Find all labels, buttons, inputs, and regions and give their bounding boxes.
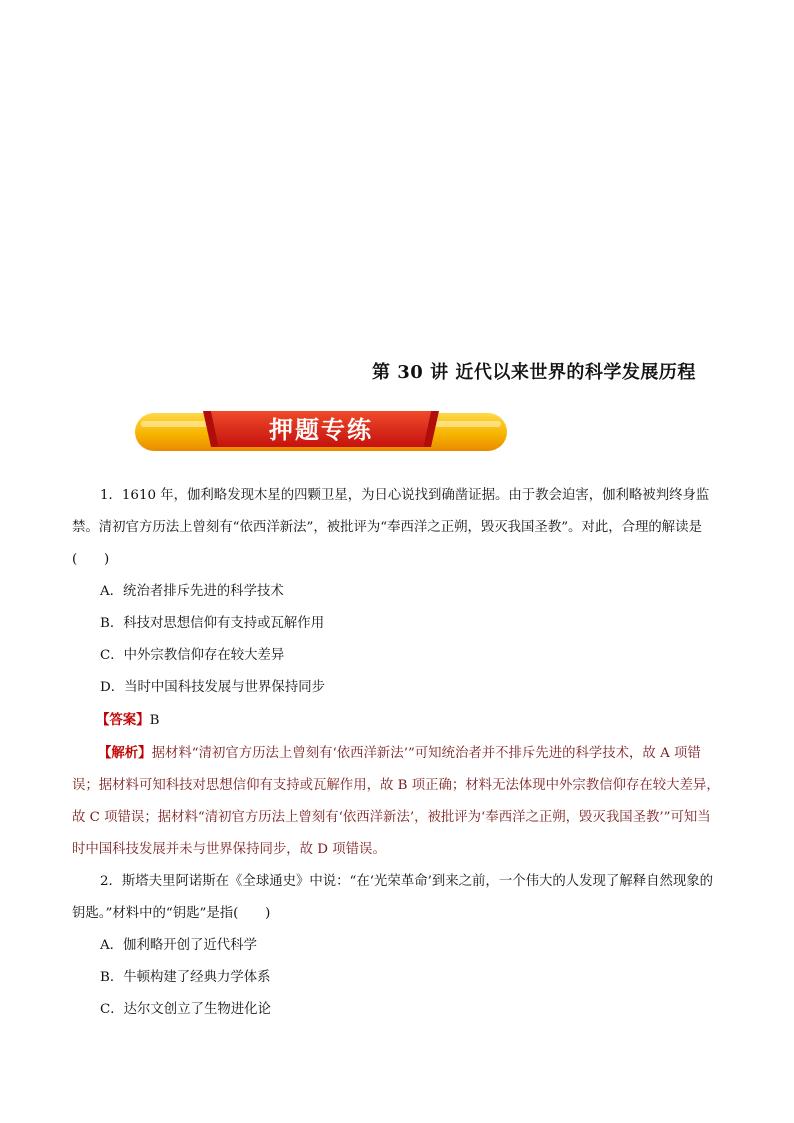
analysis-tag: 【解析】 — [98, 745, 152, 761]
question-2-option-b: B．牛顿构建了经典力学体系 — [100, 970, 271, 985]
question-1-stem: 1．1610 年，伽利略发现木星的四颗卫星，为日心说找到确凿证据。由于教会迫害，伽利略被判终身监禁。清初官方历法上曾刻有“依西洋新法”，被批评为“奉西洋之正朔，毁灭我国圣教”。对此，合理的解读是( ) — [72, 488, 710, 567]
question-1-analysis — [72, 737, 724, 866]
question-2-option-c: C．达尔文创立了生物进化论 — [100, 1002, 271, 1017]
page-title: 第 30 讲 近代以来世界的科学发展历程 — [372, 362, 696, 383]
section-banner — [133, 407, 509, 455]
answer-tag: 【答案】 — [96, 712, 150, 728]
question-1-answer — [72, 704, 724, 737]
question-1-option-c: C．中外宗教信仰存在较大差异 — [100, 648, 285, 663]
question-1-option-d: D．当时中国科技发展与世界保持同步 — [100, 680, 325, 695]
question-2-option-a: A．伽利略开创了近代科学 — [100, 938, 257, 953]
analysis-text: 据材料“清初官方历法上曾刻有‘依西洋新法’”可知统治者并不排斥先进的科学技术，故 A 项错误；据材料可知科技对思想信仰有支持或瓦解作用，故 B 项正确；材料无法体现中外宗教信仰存在较大差异，故 C 项错误；据材料“清初官方历法上曾刻有‘依西洋新法’，被批评为‘奉西洋之正朔，毁灭我国圣教’”可知当时中国科技发展并未与世界保持同步，故 D 项错误。 — [72, 746, 720, 857]
question-2-stem: 2．斯塔夫里阿诺斯在《全球通史》中说：“在‘光荣革命’到来之前，一个伟大的人发现了解释自然现象的钥匙。”材料中的“钥匙”是指( ) — [72, 874, 714, 921]
question-1-option-a: A．统治者排斥先进的科学技术 — [100, 584, 284, 599]
question-1-option-b: B．科技对思想信仰有支持或瓦解作用 — [100, 616, 325, 631]
answer-value: B — [149, 713, 160, 728]
banner-label: 押题专练 — [269, 416, 373, 444]
question-content — [72, 480, 724, 1026]
